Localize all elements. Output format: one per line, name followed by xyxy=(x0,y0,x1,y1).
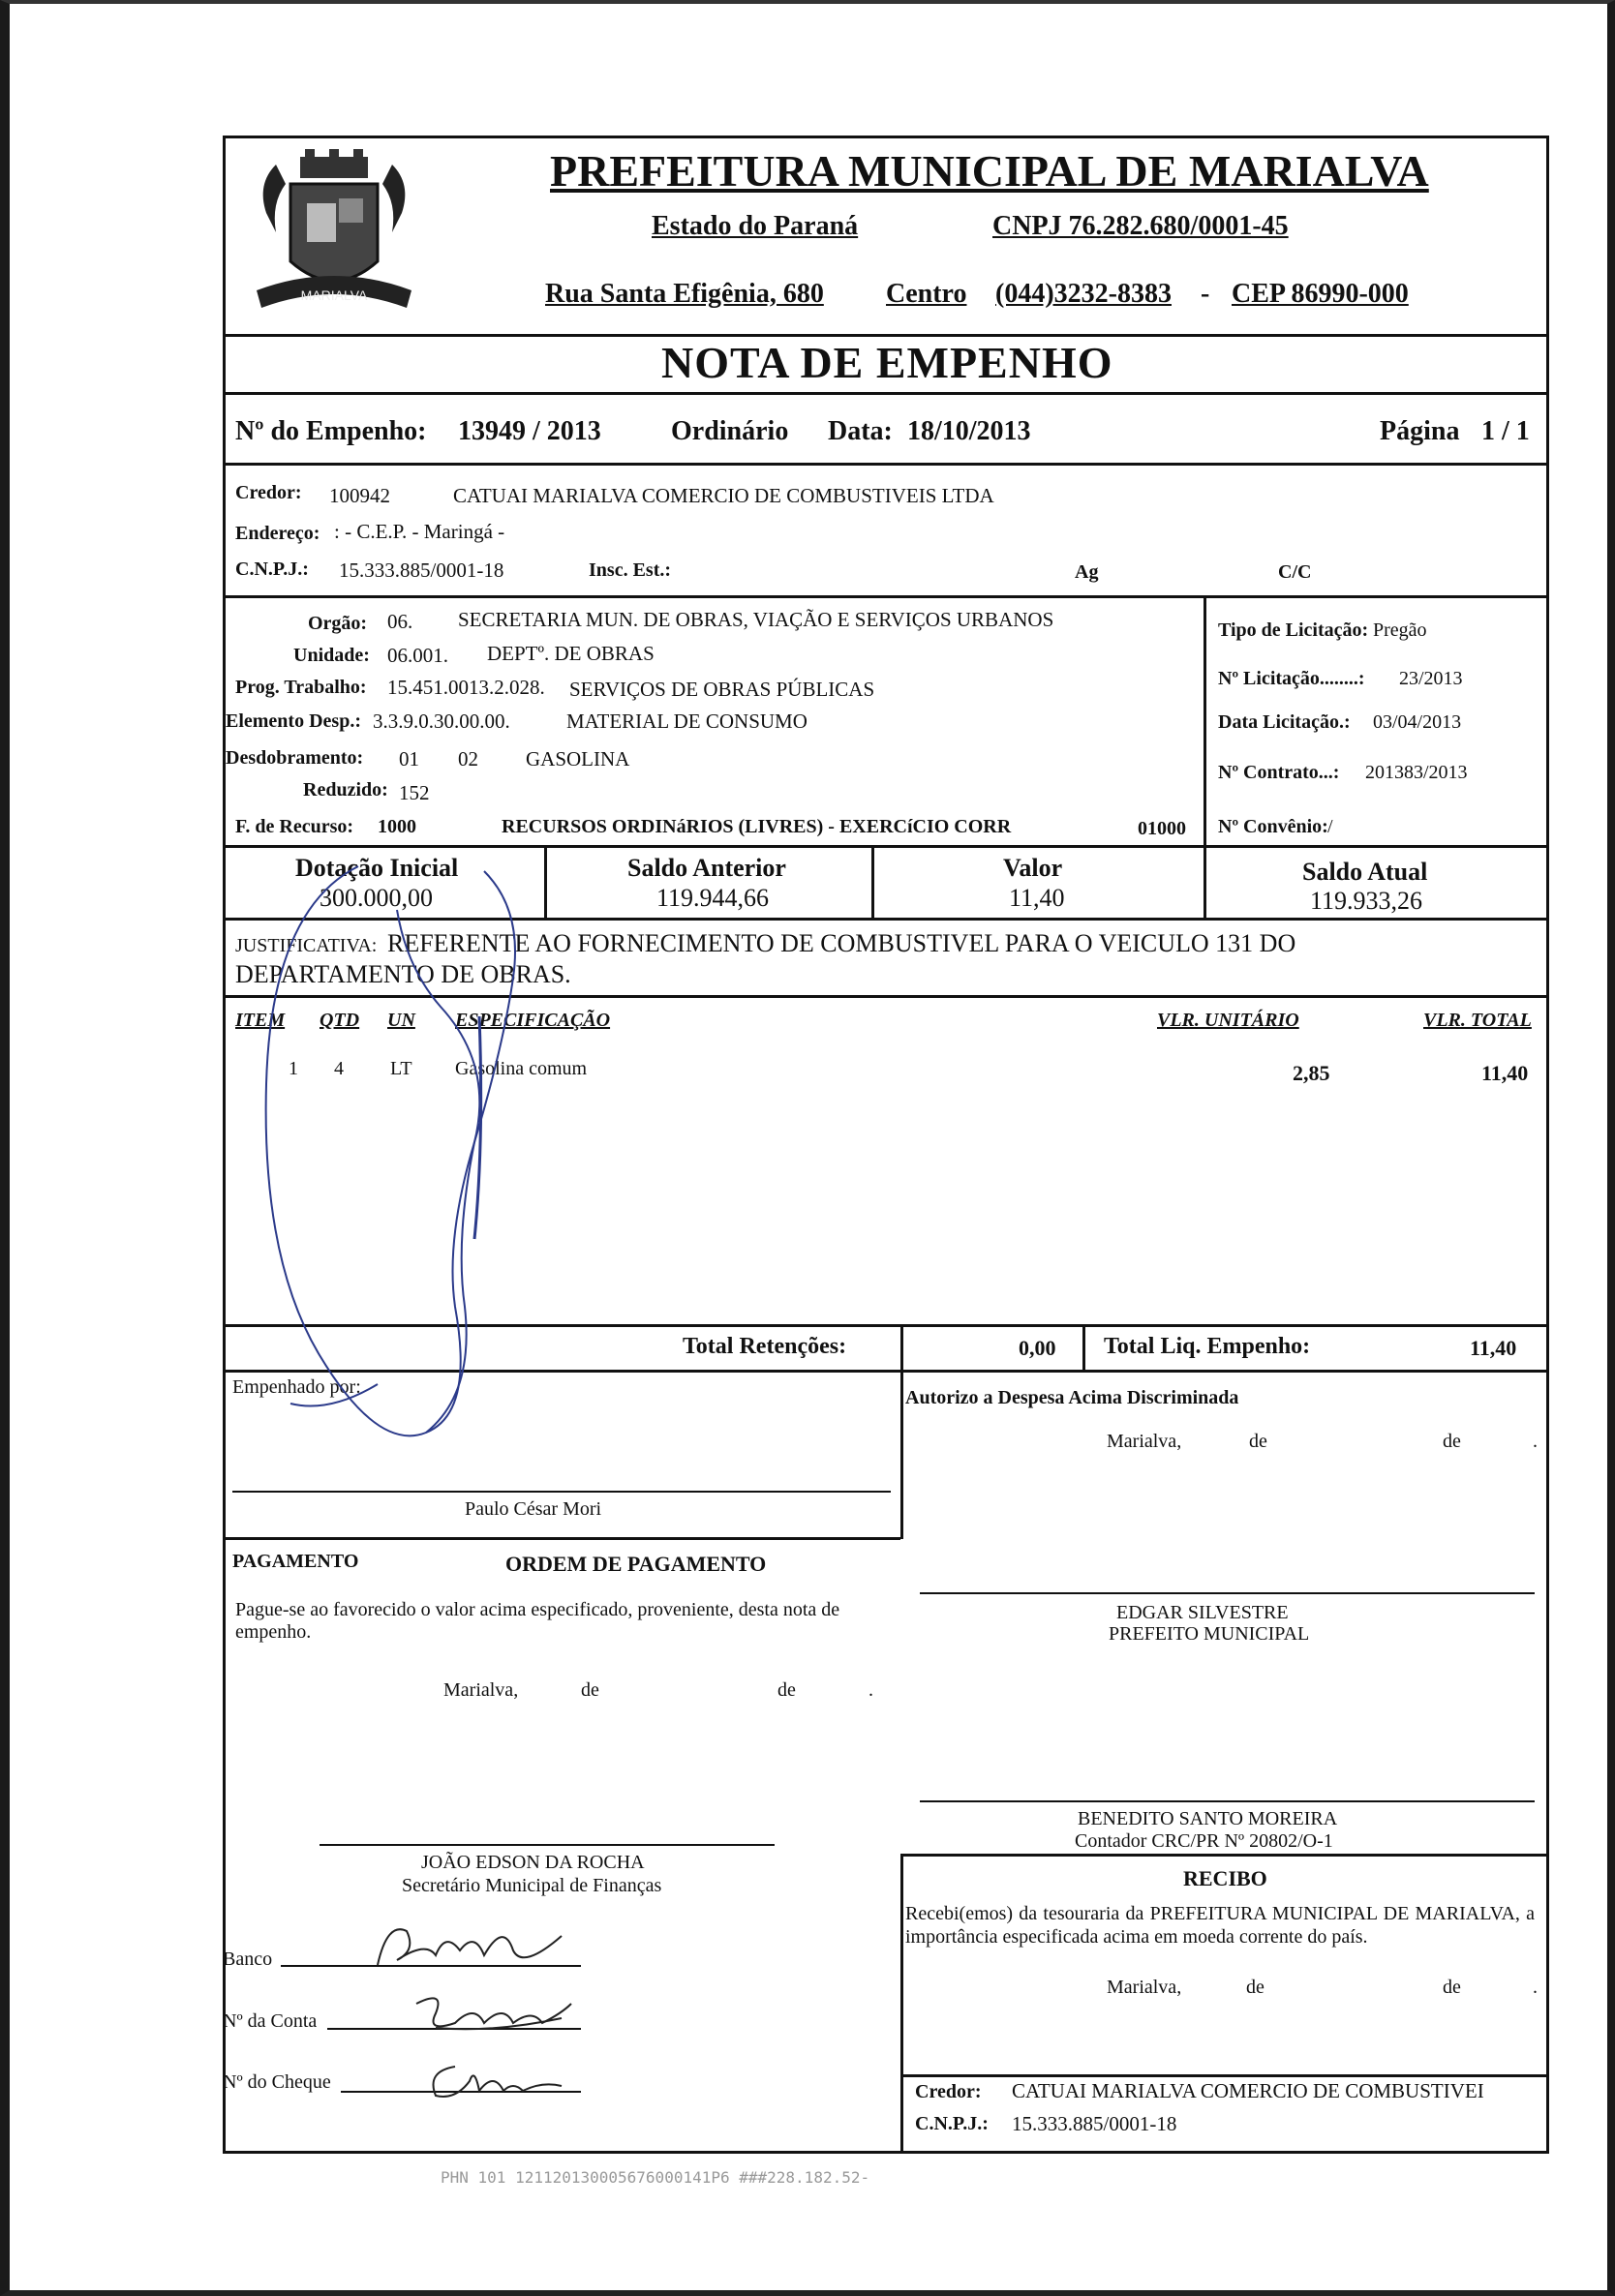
row-un: LT xyxy=(390,1058,412,1079)
pagamento-de2: de xyxy=(777,1679,796,1701)
address-street: Rua Santa Efigênia, 680 xyxy=(545,279,824,309)
convenio-value: / xyxy=(1327,816,1333,837)
address-separator: - xyxy=(1201,279,1210,309)
justificativa-line2: DEPARTAMENTO DE OBRAS. xyxy=(235,960,571,988)
prog-name: SERVIÇOS DE OBRAS PÚBLICAS xyxy=(569,678,875,701)
orgao-name: SECRETARIA MUN. DE OBRAS, VIAÇÃO E SERVIÇOS URBANOS xyxy=(458,608,1054,631)
prefeito-title: PREFEITO MUNICIPAL xyxy=(1109,1623,1310,1645)
coat-of-arms-icon xyxy=(247,145,421,329)
recurso-code: 1000 xyxy=(378,816,416,837)
row-vlr-total: 11,40 xyxy=(1481,1061,1529,1085)
tipo-licitacao-label: Tipo de Licitação: xyxy=(1218,619,1369,641)
row-qtd: 4 xyxy=(334,1058,344,1079)
autorizo-place: Marialva, xyxy=(1107,1431,1182,1452)
address-district: Centro xyxy=(886,279,967,309)
tipo-licitacao-value: Pregão xyxy=(1373,619,1427,641)
desdobramento-b: 02 xyxy=(458,747,478,770)
col-vlr-unit-header: VLR. UNITÁRIO xyxy=(1157,1010,1299,1031)
col-item-header: ITEM xyxy=(235,1010,286,1031)
recibo-label: RECIBO xyxy=(1183,1866,1267,1890)
contrato-value: 201383/2013 xyxy=(1365,762,1468,783)
doc-title: NOTA DE EMPENHO xyxy=(661,338,1113,387)
saldo-anterior-value: 119.944,66 xyxy=(656,884,770,912)
empenhado-signer: Paulo César Mori xyxy=(465,1498,602,1520)
saldo-anterior-label: Saldo Anterior xyxy=(627,854,786,882)
elemento-label: Elemento Desp.: xyxy=(226,710,361,732)
col-qtd-header: QTD xyxy=(320,1010,360,1031)
endereco-value: : - C.E.P. - Maringá - xyxy=(334,520,505,543)
dotacao-value: 300.000,00 xyxy=(320,884,433,912)
retencoes-label: Total Retenções: xyxy=(683,1334,847,1359)
row-vlr-unit: 2,85 xyxy=(1293,1061,1330,1085)
secretario-title: Secretário Municipal de Finanças xyxy=(402,1875,662,1896)
liq-label: Total Liq. Empenho: xyxy=(1104,1334,1311,1359)
page-label: Página xyxy=(1380,416,1460,446)
autorizo-de2: de xyxy=(1443,1431,1461,1452)
pagamento-label: PAGAMENTO xyxy=(232,1551,359,1572)
recibo-de1: de xyxy=(1246,1977,1265,1998)
reduzido-label: Reduzido: xyxy=(303,779,388,801)
empenho-label: Nº do Empenho: xyxy=(235,416,427,446)
unidade-code: 06.001. xyxy=(387,644,448,667)
credor-label: Credor: xyxy=(235,482,302,503)
liq-value: 11,40 xyxy=(1470,1336,1517,1360)
orgao-label: Orgão: xyxy=(308,613,368,634)
recibo-de2: de xyxy=(1443,1977,1461,1998)
pagamento-text: Pague-se ao favorecido o valor acima especificado, proveniente, desta nota de empenho. xyxy=(235,1599,840,1643)
recibo-cnpj-label: C.N.P.J.: xyxy=(915,2113,989,2134)
unidade-label: Unidade: xyxy=(293,645,370,666)
row-item: 1 xyxy=(289,1058,298,1079)
credor-name: CATUAI MARIALVA COMERCIO DE COMBUSTIVEIS LTDA xyxy=(453,484,994,507)
secretario-name: JOÃO EDSON DA ROCHA xyxy=(421,1852,645,1873)
credor-code: 100942 xyxy=(329,484,390,507)
municipality-cnpj: CNPJ 76.282.680/0001-45 xyxy=(992,211,1289,241)
contrato-label: Nº Contrato...: xyxy=(1218,762,1340,783)
svg-text:MARIALVA: MARIALVA xyxy=(300,287,368,303)
data-licitacao-value: 03/04/2013 xyxy=(1373,711,1462,733)
agency-label: Ag xyxy=(1075,561,1099,583)
cnpj-label: C.N.P.J.: xyxy=(235,559,309,580)
banco-label: Banco xyxy=(223,1949,273,1970)
conta-label: Nº da Conta xyxy=(223,2010,318,2032)
empenho-type: Ordinário xyxy=(671,416,789,446)
cheque-label: Nº do Cheque xyxy=(223,2071,331,2093)
account-label: C/C xyxy=(1278,561,1312,583)
recibo-text: Recebi(emos) da tesouraria da PREFEITURA MUNICIPAL DE MARIALVA, a importância especificada acima em moeda corrente do país. xyxy=(905,1903,1535,1948)
insc-est-label: Insc. Est.: xyxy=(589,559,672,581)
contador-title: Contador CRC/PR Nº 20802/O-1 xyxy=(1075,1830,1333,1852)
desdobramento-label: Desdobramento: xyxy=(226,747,364,769)
desdobramento-a: 01 xyxy=(399,747,419,770)
pagamento-de1: de xyxy=(581,1679,599,1701)
empenho-number: 13949 / 2013 xyxy=(458,416,601,446)
numero-licitacao-label: Nº Licitação........: xyxy=(1218,668,1365,689)
saldo-atual-label: Saldo Atual xyxy=(1302,858,1428,886)
pagamento-place: Marialva, xyxy=(443,1679,519,1701)
dotacao-label: Dotação Inicial xyxy=(295,854,459,882)
valor-value: 11,40 xyxy=(1009,884,1065,912)
recurso-sub: 01000 xyxy=(1138,818,1186,839)
reduzido-value: 152 xyxy=(399,781,430,804)
convenio-label: Nº Convênio: xyxy=(1218,816,1328,837)
numero-licitacao-value: 23/2013 xyxy=(1399,668,1463,689)
prog-label: Prog. Trabalho: xyxy=(235,677,367,698)
data-licitacao-label: Data Licitação.: xyxy=(1218,711,1351,733)
recibo-dot: . xyxy=(1533,1977,1538,1998)
autorizo-dot: . xyxy=(1533,1431,1538,1452)
recibo-cnpj-value: 15.333.885/0001-18 xyxy=(1012,2112,1177,2135)
retencoes-value: 0,00 xyxy=(1019,1336,1056,1360)
credor-cnpj: 15.333.885/0001-18 xyxy=(339,559,504,582)
unidade-name: DEPTº. DE OBRAS xyxy=(487,642,655,665)
contador-name: BENEDITO SANTO MOREIRA xyxy=(1078,1808,1338,1829)
endereco-label: Endereço: xyxy=(235,523,320,544)
recurso-name: RECURSOS ORDINáRIOS (LIVRES) - EXERCíCIO CORR xyxy=(502,816,1012,837)
justificativa-line1: REFERENTE AO FORNECIMENTO DE COMBUSTIVEL PARA O VEICULO 131 DO xyxy=(387,929,1296,957)
desdobramento-name: GASOLINA xyxy=(526,747,630,770)
justificativa-label: JUSTIFICATIVA: xyxy=(235,935,378,956)
empenhado-label: Empenhado por: xyxy=(232,1376,361,1398)
elemento-name: MATERIAL DE CONSUMO xyxy=(566,710,808,733)
page-number: 1 / 1 xyxy=(1481,416,1530,446)
col-vlr-total-header: VLR. TOTAL xyxy=(1423,1010,1532,1031)
elemento-code: 3.3.9.0.30.00.00. xyxy=(373,710,510,733)
recibo-credor-label: Credor: xyxy=(915,2081,982,2102)
prog-code: 15.451.0013.2.028. xyxy=(387,676,545,699)
saldo-atual-value: 119.933,26 xyxy=(1310,887,1423,915)
prefeito-name: EDGAR SILVESTRE xyxy=(1116,1602,1289,1623)
autorizo-label: Autorizo a Despesa Acima Discriminada xyxy=(905,1387,1239,1408)
recibo-credor-name: CATUAI MARIALVA COMERCIO DE COMBUSTIVEI xyxy=(1012,2079,1484,2102)
valor-label: Valor xyxy=(1003,854,1063,882)
address-phone: (044)3232-8383 xyxy=(995,279,1172,309)
row-espec: Gasolina comum xyxy=(455,1058,588,1079)
empenho-date: 18/10/2013 xyxy=(907,416,1031,446)
state-name: Estado do Paraná xyxy=(652,211,859,241)
autorizo-de1: de xyxy=(1249,1431,1267,1452)
municipality-title: PREFEITURA MUNICIPAL DE MARIALVA xyxy=(550,146,1429,196)
pagamento-dot: . xyxy=(868,1679,873,1701)
orgao-code: 06. xyxy=(387,610,413,633)
address-cep: CEP 86990-000 xyxy=(1232,279,1409,309)
col-espec-header: ESPECIFICAÇÃO xyxy=(455,1010,611,1031)
col-un-header: UN xyxy=(387,1010,415,1031)
recurso-label: F. de Recurso: xyxy=(235,816,354,837)
date-label: Data: xyxy=(828,416,893,446)
ordem-label: ORDEM DE PAGAMENTO xyxy=(505,1552,767,1576)
footer-code: PHN 101 121120130005676000141P6 ###228.182.52- xyxy=(441,2168,870,2187)
recibo-place: Marialva, xyxy=(1107,1977,1182,1998)
